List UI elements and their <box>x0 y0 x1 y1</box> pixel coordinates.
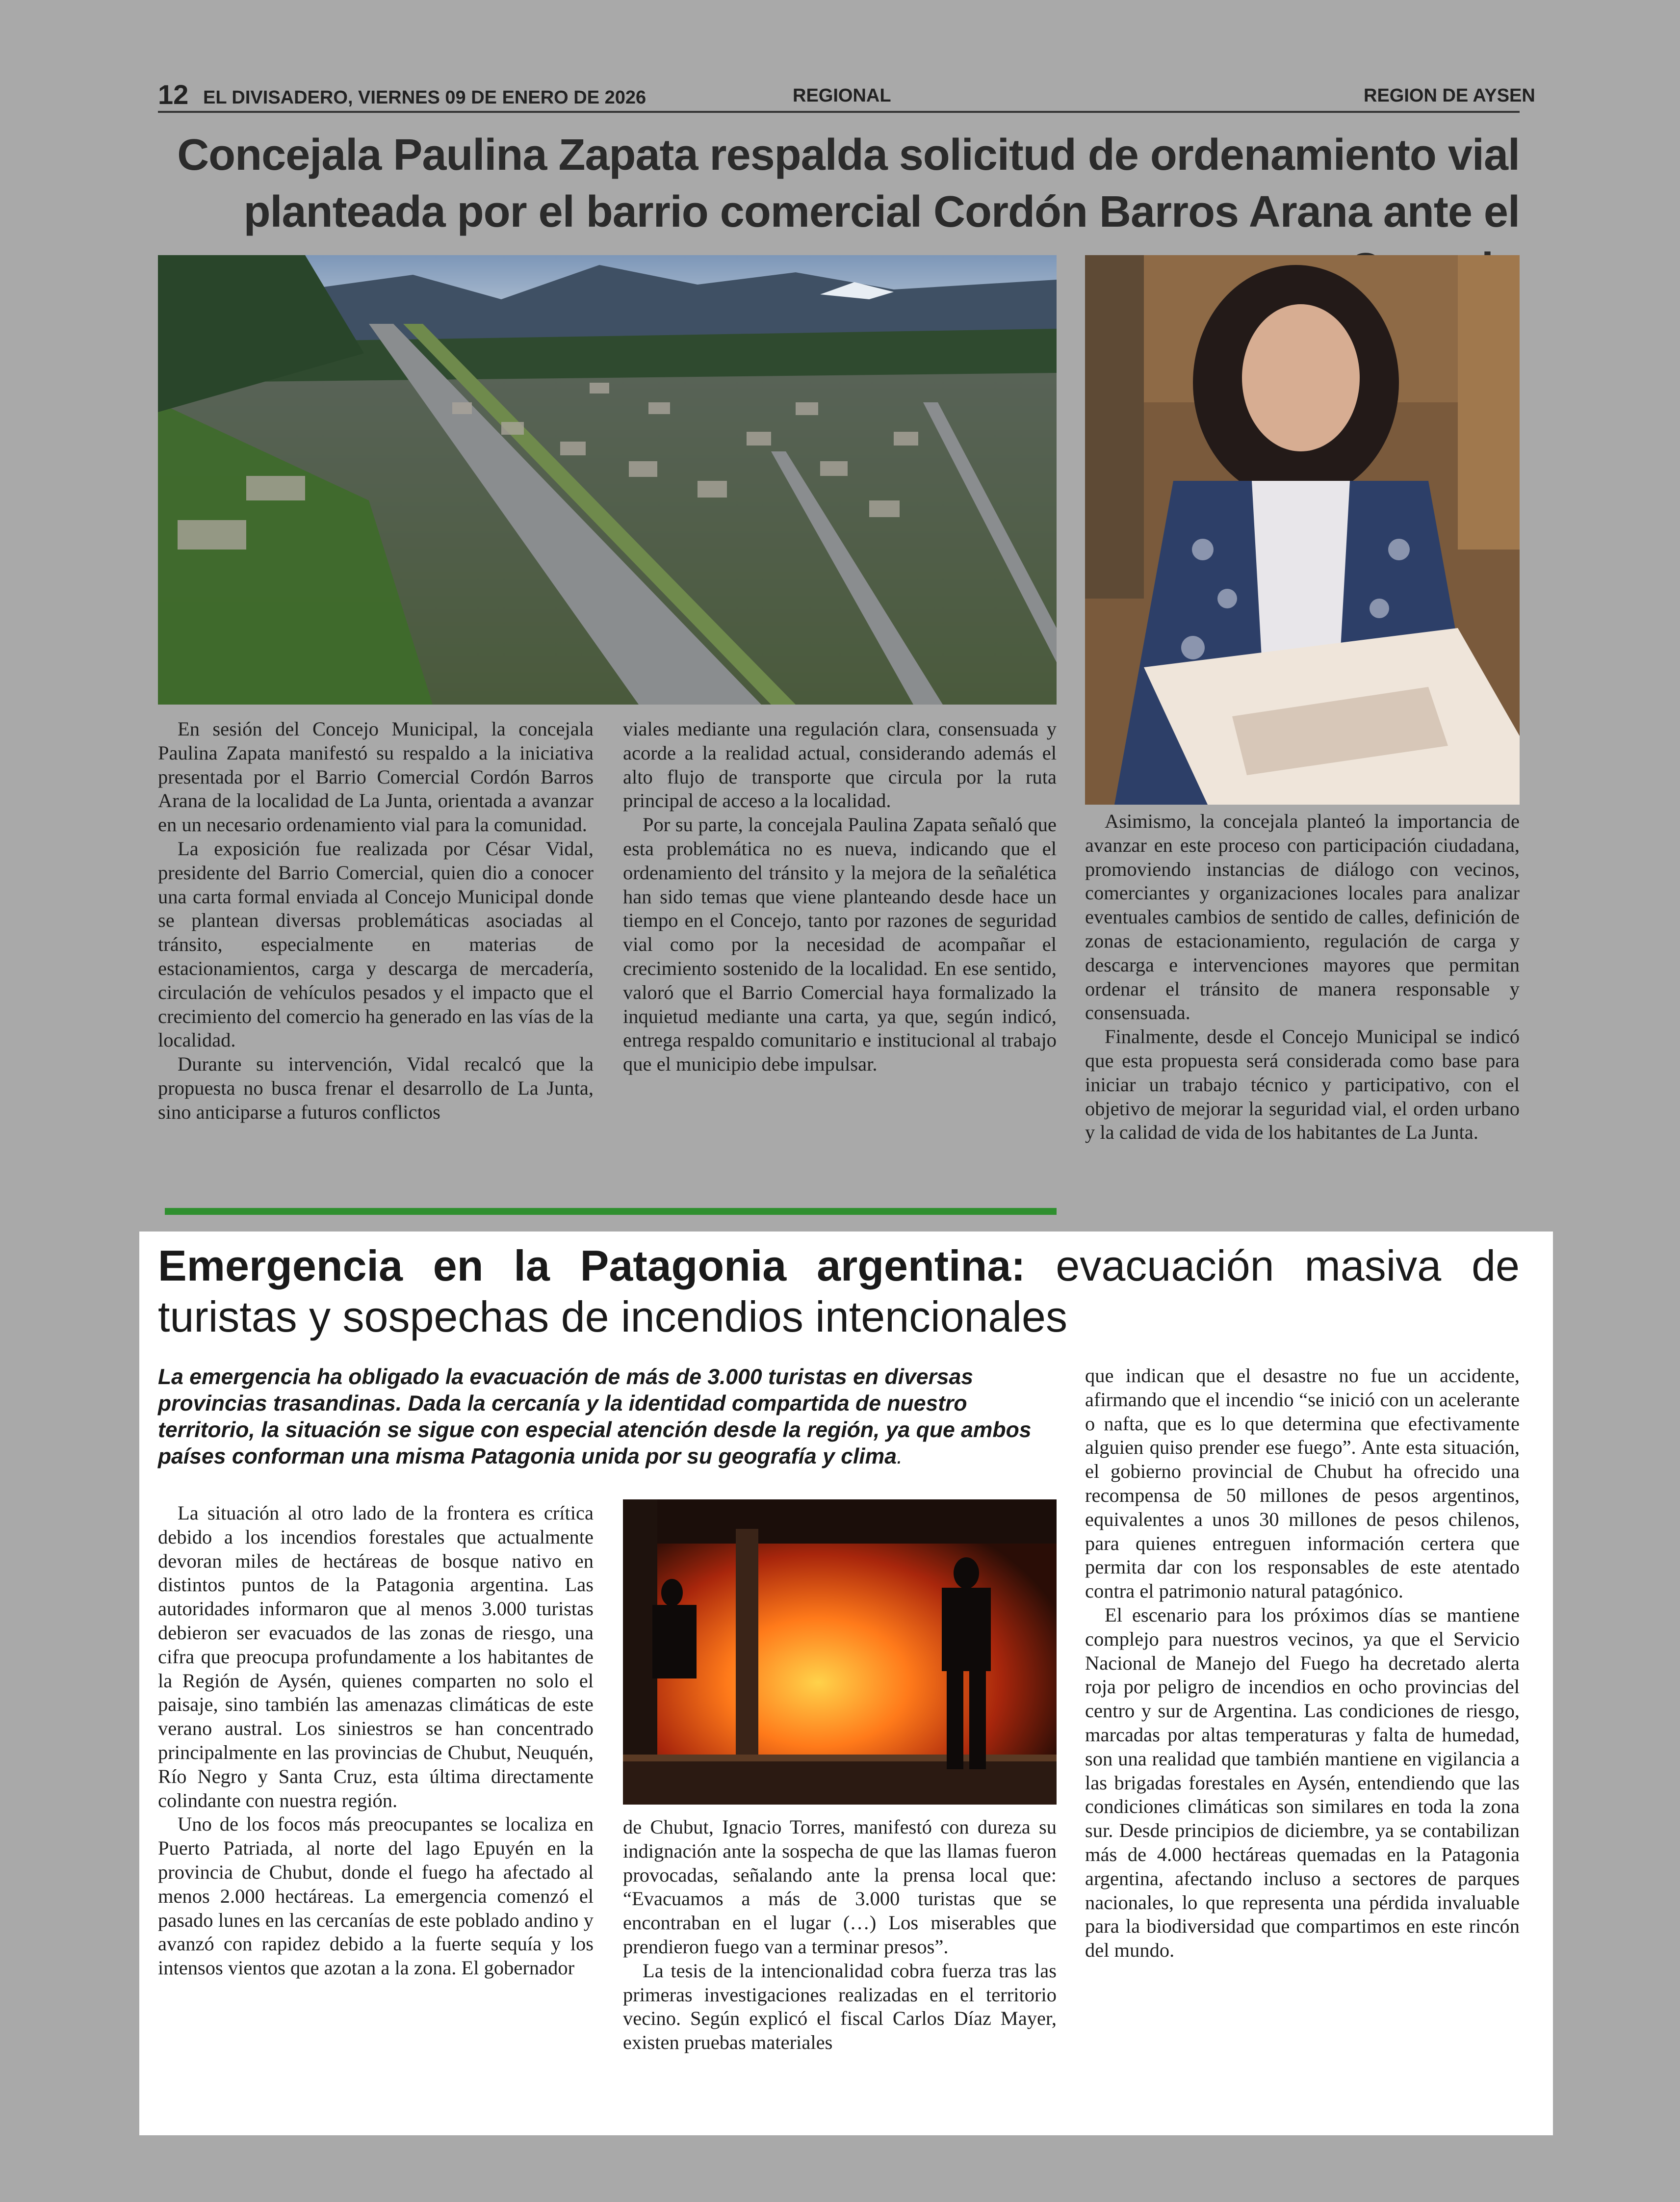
article2-lead-end: . <box>896 1444 903 1468</box>
section-divider <box>165 1208 1057 1215</box>
publication-date: EL DIVISADERO, VIERNES 09 DE ENERO DE 2026 <box>203 87 646 108</box>
header-rule <box>158 111 1520 113</box>
article2-lead <box>158 1364 1057 1470</box>
paragraph: de Chubut, Ignacio Torres, manifestó con dureza su indignación ante la sospecha de que las llamas fueron provocadas, señalando ante la prensa local que: “Evacuamos a más de 3.000 turistas que se encontraban en el lugar (…) Los miserables que prendieron fuego van a terminar presos”. <box>623 1816 1057 1958</box>
councilor-portrait-photo <box>1085 255 1520 805</box>
paragraph: Finalmente, desde el Concejo Municipal se indicó que esta propuesta será considerada como base para iniciar un trabajo técnico y participativo, con el objetivo de mejorar la seguridad vial, el orden urbano y la calidad de vida de los habitantes de La Junta. <box>1085 1025 1520 1144</box>
article1-column-2 <box>623 717 1057 1076</box>
paragraph: La tesis de la intencionalidad cobra fuerza tras las primeras investigaciones realizadas en el territorio vecino. Según explicó el fiscal Carlos Díaz Mayer, existen pruebas materiales <box>623 1959 1057 2054</box>
paragraph: En sesión del Concejo Municipal, la concejala Paulina Zapata manifestó su respaldo a la iniciativa presentada por el Barrio Comercial Cordón Barros Arana de la localidad de La Junta, orientada a avanzar en un necesario ordenamiento vial para la comunidad. <box>158 718 594 836</box>
article2-column-1 <box>158 1501 594 1980</box>
paragraph: Durante su intervención, Vidal recalcó que la propuesta no busca frenar el desarrollo de La Junta, sino anticiparse a futuros conflictos <box>158 1053 594 1123</box>
article2-headline-bold: Emergencia en la Patagonia argentina: <box>158 1241 1026 1290</box>
aerial-town-photo <box>158 255 1057 705</box>
article2-headline <box>158 1240 1520 1342</box>
section-label: REGIONAL <box>793 85 891 106</box>
article2-column-3 <box>1085 1364 1520 1963</box>
paragraph: El escenario para los próximos días se mantiene complejo para nuestros vecinos, ya que el Servicio Nacional de Manejo del Fuego ha decretado alerta roja por peligro de incendios en ocho provincias del centro y sur de Argentina. Las condiciones de riesgo, marcadas por altas temperaturas y falta de humedad, son una realidad que también mantiene en vigilancia a las brigadas forestales en Aysén, entendiendo que las condiciones climáticas son similares en toda la zona sur. Desde principios de diciembre, ya se contabilizan más de 4.000 hectáreas quemadas en la Patagonia argentina, afectando incluso a sectores de parques nacionales, lo que representa una pérdida invaluable para la biodiversidad que compartimos en este rincón del mundo. <box>1085 1603 1520 1962</box>
paragraph: Asimismo, la concejala planteó la importancia de avanzar en este proceso con participación ciudadana, promoviendo instancias de diálogo con vecinos, comerciantes y organizaciones locales para analizar eventuales cambios de sentido de calles, definición de zonas de estacionamiento, regulación de carga y descarga e intervenciones mayores que permitan ordenar el tránsito de manera responsable y consensuada. <box>1085 810 1520 1024</box>
page-number: 12 <box>158 79 189 110</box>
article1-column-1 <box>158 717 594 1125</box>
wildfire-photo <box>623 1499 1057 1805</box>
region-label: REGION DE AYSEN <box>1364 85 1535 106</box>
article2-headline-rest: evacuación masiva de turistas y sospechas de incendios intencionales <box>158 1241 1520 1341</box>
article1-column-3 <box>1085 810 1520 1145</box>
article1-headline-line1: Concejala Paulina Zapata respalda solicitud de ordenamiento vial <box>177 131 1520 180</box>
paragraph: que indican que el desastre no fue un accidente, afirmando que el incendio “se inició con un acelerante o nafta, que es lo que determina que efectivamente alguien quiso prender ese fuego”. Ante esta situación, el gobierno provincial de Chubut ha ofrecido una recompensa de 50 millones de pesos argentinos, equivalentes a unos 30 millones de pesos chilenos, para quienes entreguen información certera que permita dar con los responsables de este atentado contra el patrimonio natural patagónico. <box>1085 1364 1520 1602</box>
paragraph: viales mediante una regulación clara, consensuada y acorde a la realidad actual, considerando además el alto flujo de transporte que circula por la ruta principal de acceso a la localidad. <box>623 718 1057 812</box>
paragraph: La exposición fue realizada por César Vidal, presidente del Barrio Comercial, quien dio a conocer una carta formal enviada al Concejo Municipal donde se plantean diversas problemáticas asociadas al tránsito, especialmente en materias de estacionamientos, carga y descarga de mercadería, circulación de vehículos pesados y el impacto que el crecimiento del comercio ha generado en las vías de la localidad. <box>158 837 594 1051</box>
paragraph: Uno de los focos más preocupantes se localiza en Puerto Patriada, al norte del lago Epuyén en la provincia de Chubut, donde el fuego ha afectado al menos 2.000 hectáreas. La emergencia comenzó el pasado lunes en las cercanías de este poblado andino y avanzó con rapidez debido a la fuerte sequía y los intensos vientos que azotan a la zona. El gobernador <box>158 1813 594 1979</box>
paragraph: La situación al otro lado de la frontera es crítica debido a los incendios forestales que actualmente devoran miles de hectáreas de bosque nativo en distintos puntos de la Patagonia argentina. Las autoridades informaron que al menos 3.000 turistas debieron ser evacuados de las zonas de riesgo, una cifra que preocupa profundamente a los habitantes de la Región de Aysén, quienes comparten no solo el paisaje, sino también las amenazas climáticas de este verano austral. Los siniestros se han concentrado principalmente en las provincias de Chubut, Neuquén, Río Negro y Santa Cruz, esta última directamente colindante con nuestra región. <box>158 1502 594 1811</box>
article2-lead-text: La emergencia ha obligado la evacuación de más de 3.000 turistas en diversas provincias trasandinas. Dada la cercanía y la identidad compartida de nuestro territorio, la situación se sigue con especial atención desde la región, ya que ambos países conforman una misma Patagonia unida por su geografía y clima <box>158 1365 1032 1468</box>
article1-headline-line2: planteada por el barrio comercial Cordón Barros Arana ante el <box>243 187 1520 236</box>
paragraph: Por su parte, la concejala Paulina Zapata señaló que esta problemática no es nueva, indicando que el ordenamiento del tránsito y la mejora de la señalética han sido temas que viene planteando desde hace un tiempo en el Concejo, tanto por razones de seguridad vial como por la necesidad de acompañar el crecimiento sostenido de la localidad. En ese sentido, valoró que el Barrio Comercial haya formalizado la inquietud mediante una carta, ya que, según indicó, entrega respaldo comunitario e institucional al trabajo que el municipio debe impulsar. <box>623 813 1057 1075</box>
article2-column-2 <box>623 1815 1057 2055</box>
